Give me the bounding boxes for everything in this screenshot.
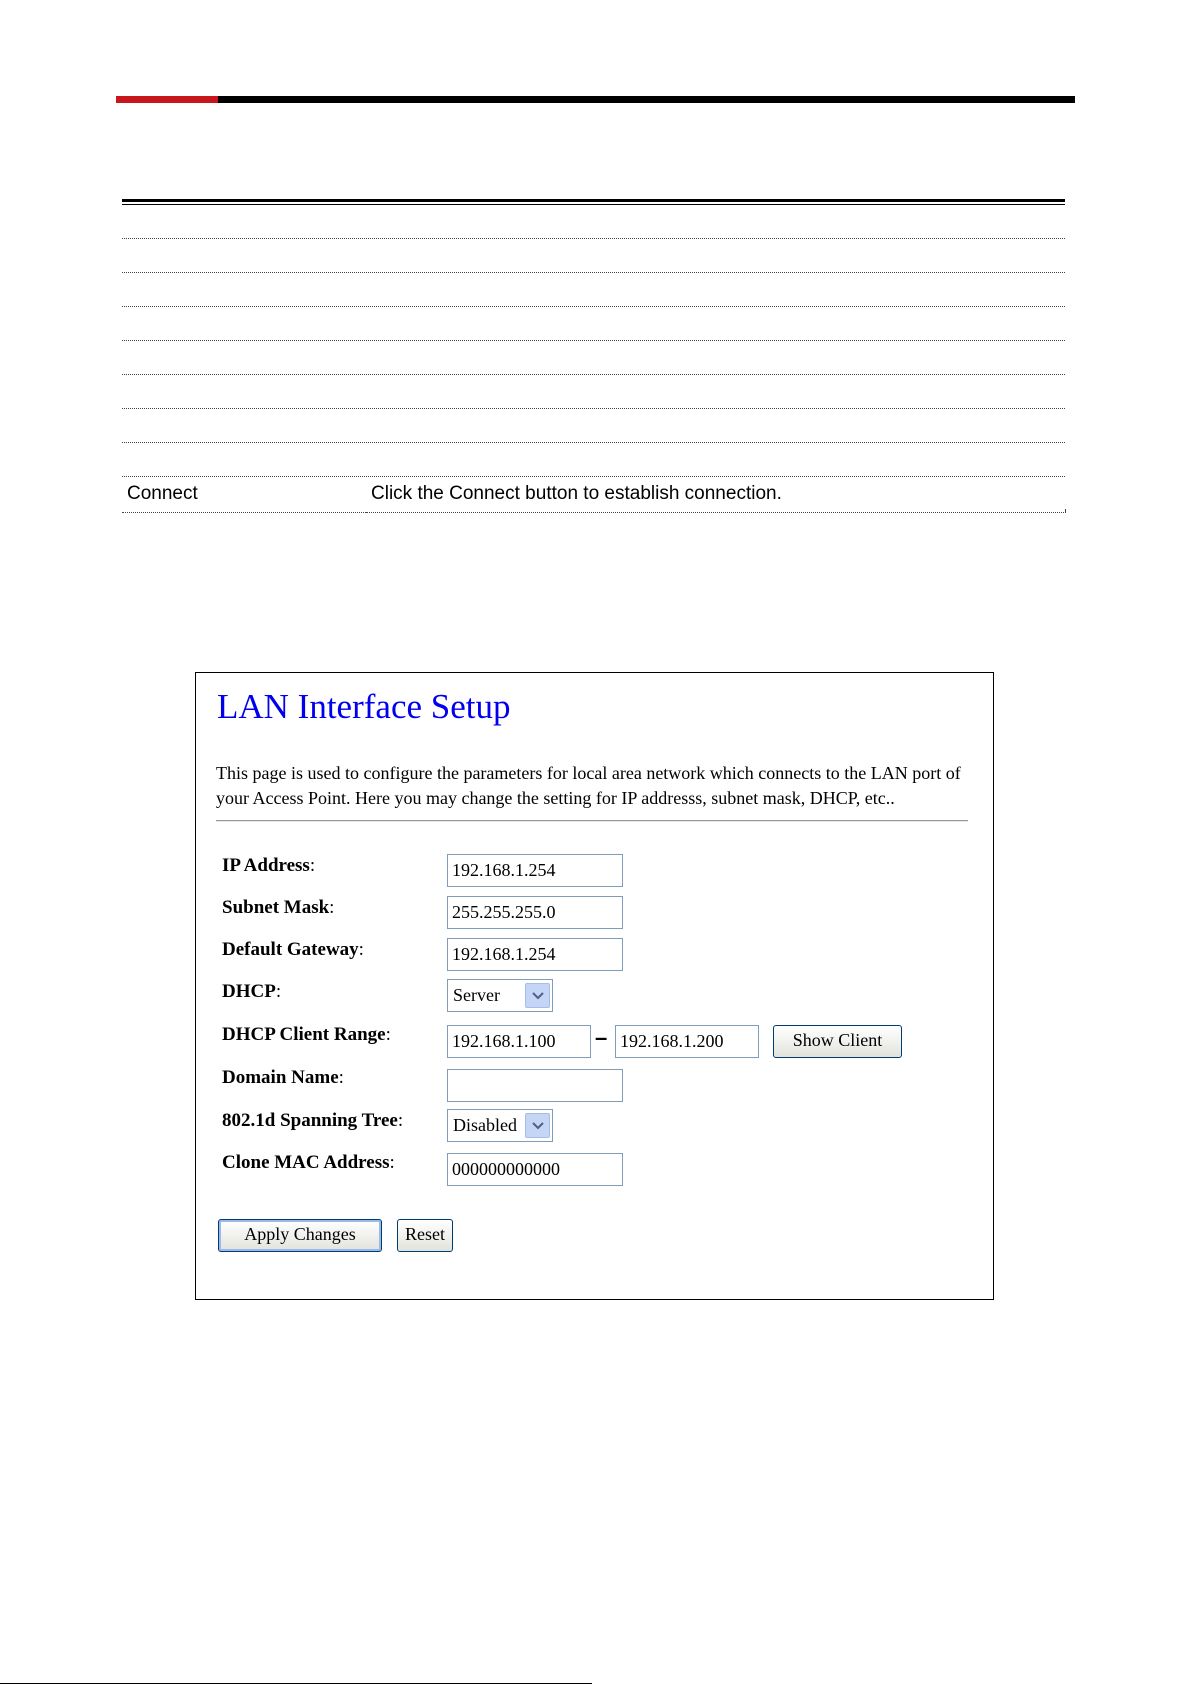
spanning-tree-select-value: Disabled — [453, 1115, 517, 1135]
lan-interface-setup-panel — [195, 672, 994, 1300]
dhcp-select[interactable] — [447, 979, 553, 1012]
table-row-divider — [122, 306, 1065, 307]
dhcp-range-start-input[interactable]: 192.168.1.100 — [447, 1025, 591, 1058]
footer-rule — [0, 1683, 592, 1684]
table-cell-description: Click the Connect button to establish connection. — [371, 483, 782, 504]
table-top-rule-thin — [122, 204, 1065, 205]
header-black-bar — [218, 96, 1075, 103]
clone-mac-label: Clone MAC Address: — [222, 1152, 395, 1173]
divider — [216, 820, 968, 822]
domain-name-input[interactable] — [447, 1069, 623, 1102]
table-top-rule — [122, 199, 1065, 202]
dhcp-client-range-label: DHCP Client Range: — [222, 1024, 391, 1045]
page-title: LAN Interface Setup — [217, 687, 511, 726]
table-bottom-rule-left — [122, 512, 366, 513]
show-client-button[interactable]: Show Client — [773, 1025, 902, 1058]
reset-button[interactable]: Reset — [397, 1219, 453, 1252]
dhcp-range-end-input[interactable]: 192.168.1.200 — [615, 1025, 759, 1058]
spanning-tree-select[interactable] — [447, 1109, 553, 1142]
spanning-tree-label: 802.1d Spanning Tree: — [222, 1110, 404, 1131]
table-bottom-rule-right — [366, 512, 1066, 513]
table-row-divider — [122, 442, 1065, 443]
ip-address-input[interactable]: 192.168.1.254 — [447, 854, 623, 887]
chevron-down-icon[interactable] — [525, 983, 550, 1008]
range-dash: – — [595, 1025, 608, 1050]
ip-address-label: IP Address: — [222, 855, 316, 876]
table-cell-label: Connect — [127, 483, 198, 504]
domain-name-label: Domain Name: — [222, 1067, 344, 1088]
table-row-divider — [122, 374, 1065, 375]
subnet-mask-label: Subnet Mask: — [222, 897, 335, 918]
default-gateway-label: Default Gateway: — [222, 939, 364, 960]
table-end-tick — [1065, 509, 1066, 513]
chevron-down-icon[interactable] — [525, 1113, 550, 1138]
table-row-divider — [122, 476, 1065, 477]
dhcp-label: DHCP: — [222, 981, 282, 1002]
table-row-divider — [122, 408, 1065, 409]
dhcp-select-value: Server — [453, 985, 500, 1005]
table-row-divider — [122, 238, 1065, 239]
header-red-bar — [116, 96, 218, 103]
table-row-divider — [122, 340, 1065, 341]
table-row-divider — [122, 272, 1065, 273]
page-description: This page is used to configure the parameters for local area network which connects to the LAN port of your Access Point. Here you may change the setting for IP addresss, subnet mask, DHCP, etc.. — [216, 763, 961, 808]
default-gateway-input[interactable]: 192.168.1.254 — [447, 938, 623, 971]
clone-mac-input[interactable]: 000000000000 — [447, 1153, 623, 1186]
subnet-mask-input[interactable]: 255.255.255.0 — [447, 896, 623, 929]
apply-changes-button[interactable]: Apply Changes — [218, 1219, 382, 1252]
